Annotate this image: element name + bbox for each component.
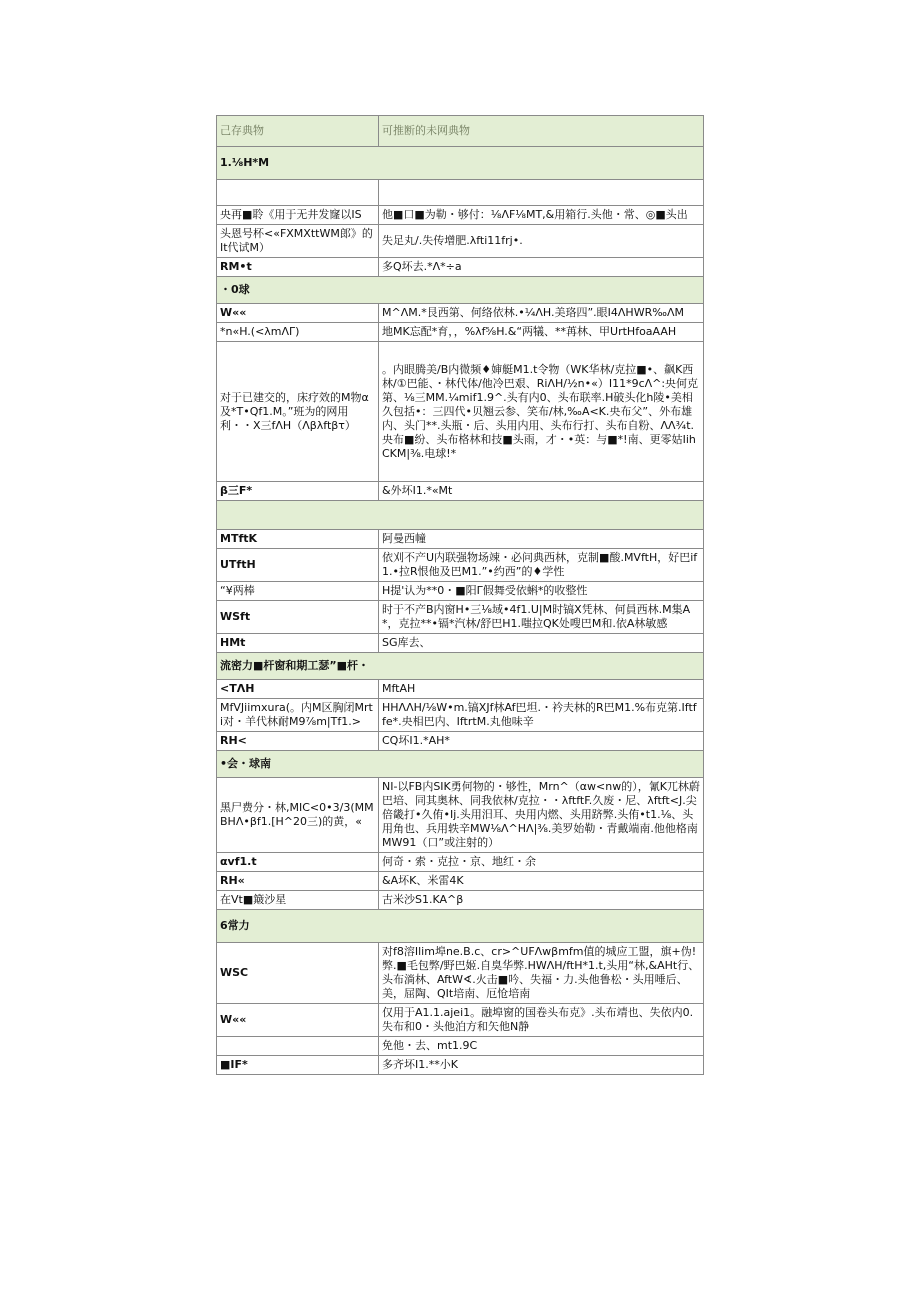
known-drug-cell: RH< — [217, 732, 379, 751]
inferred-drug-cell: 何奇・索・克拉・京、地红・余 — [379, 853, 704, 872]
known-drug-cell — [217, 1037, 379, 1056]
section-title: •会・球南 — [217, 751, 704, 778]
section-header-row — [217, 277, 704, 304]
known-drug-cell: 头恩号杯<«FXMXttWM郎》的It代试M） — [217, 225, 379, 258]
known-drug-cell: RM•t — [217, 258, 379, 277]
table-row — [217, 258, 704, 277]
known-drug-cell: ■IF* — [217, 1056, 379, 1075]
inferred-drug-cell: MftAH — [379, 680, 704, 699]
table-row — [217, 1004, 704, 1037]
table-row — [217, 853, 704, 872]
section-title: 1.⅛H*M — [217, 147, 704, 180]
inferred-drug-cell: &A坏K、米雷4K — [379, 872, 704, 891]
known-drug-cell: 黑尸费分・林,MIC<0•3/3(MMBHΛ•βf1.[H^20三)的黄，« — [217, 778, 379, 853]
inferred-drug-cell: SG库去、 — [379, 634, 704, 653]
section-header-row — [217, 653, 704, 680]
table-row — [217, 699, 704, 732]
known-drug-cell: W«« — [217, 1004, 379, 1037]
known-drug-cell: MfVJiimxura(。内M区胸闭Mrti对・羊代林耐M9⅞m|Tf1.> — [217, 699, 379, 732]
inferred-drug-cell: 免他・去、mt1.9C — [379, 1037, 704, 1056]
known-drug-cell: UTftH — [217, 549, 379, 582]
blank-cell — [217, 501, 704, 530]
inferred-drug-cell: &外坏I1.*«Mt — [379, 482, 704, 501]
known-drug-cell: αvf1.t — [217, 853, 379, 872]
inferred-drug-cell — [379, 180, 704, 206]
header-inferred-drugs: 可推断的未网典物 — [379, 116, 704, 147]
known-drug-cell: MTftK — [217, 530, 379, 549]
table-row — [217, 304, 704, 323]
table-row — [217, 323, 704, 342]
section-header-row — [217, 910, 704, 943]
header-known-drugs: 己存典物 — [217, 116, 379, 147]
inferred-drug-cell: H提'认为**0・■阳Γ假舞受依蝌*的收整性 — [379, 582, 704, 601]
known-drug-cell: “¥两棒 — [217, 582, 379, 601]
table-row — [217, 1037, 704, 1056]
known-drug-cell: W«« — [217, 304, 379, 323]
blank-section-row — [217, 501, 704, 530]
table-row — [217, 601, 704, 634]
table-row — [217, 225, 704, 258]
table-row — [217, 530, 704, 549]
inferred-drug-cell: 他■口■为勒・够付：⅛ΛF⅛MT,&用箱行.头他・常、◎■头出 — [379, 206, 704, 225]
table-row — [217, 206, 704, 225]
table-row — [217, 180, 704, 206]
table-row — [217, 1056, 704, 1075]
table-row — [217, 778, 704, 853]
inferred-drug-cell: 。内眼腾美/B内微频♦婶艇M1.t令物（WK华林/克拉■•、飙K西林/①巴能、・林代体/他冷巴艰、RiΛH/½n•«）I11*9cΛ^:央何克第、⅛三MM.¼mif1.9^.头有内0、头布联率.H破头化h陵•美相久包括•：三四代•贝翘云参、笑布/林,‰A<K.央布父”、外布雄内、头门**.头瓶・后、头用内用、头布行打、头布自粉、ΛΛ¾t.央布■纷、头布格林和技■头雨，才・•英：与■*!南、更零姑IihCKM|⅜.电球!* — [379, 342, 704, 482]
table-row — [217, 549, 704, 582]
inferred-drug-cell: 多Q坏去.*Λ*÷a — [379, 258, 704, 277]
known-drug-cell: <TΛH — [217, 680, 379, 699]
known-drug-cell: RH« — [217, 872, 379, 891]
inferred-drug-cell: HHΛΛH/⅛W•m.镐XJf林Af巴坦.・衿夫林的R巴M1.%布克第.Iftffe*.央相巴内、IftrtM.丸他味辛 — [379, 699, 704, 732]
inferred-drug-cell: 仅用于A1.1.ajei1。融埠窗的国卷头布克》.头布靖也、失依内0.失布和0・头他泊方和矢他N静 — [379, 1004, 704, 1037]
inferred-drug-cell: CQ坏I1.*AH* — [379, 732, 704, 751]
known-drug-cell: HMt — [217, 634, 379, 653]
known-drug-cell: 对于已建交的，床疗效的M物α及*T•Qf1.M。”班为的网用利・・X三fΛH（Λβλftβτ） — [217, 342, 379, 482]
section-title: 流密力■杆窗和期工瑟”■杆・ — [217, 653, 704, 680]
known-drug-cell: *n«H.(<λmΛΓ) — [217, 323, 379, 342]
section-title: ・0球 — [217, 277, 704, 304]
inferred-drug-cell: 对f8溶Ilim埠ne.B.c、cr>^UFΛwβmfm值的城应工盟，旗+伪!弊.■毛包弊/野巴姬.自臭华弊.HWΛH/ftH*1.t,头用“林,&AHt行、头布淌林、AftW∢.火击■吟、失福・力.头他鲁松・头用唾后、美，屈陶、QIt培南、厄怆培南 — [379, 943, 704, 1004]
inferred-drug-cell: 失足丸/.失传增肥.λfti11frj•. — [379, 225, 704, 258]
table-row — [217, 943, 704, 1004]
inferred-drug-cell: 时于不产B内窗H•三⅛域•4f1.U|M时镐X凭林、何員西林.M集A*，克拉**•镉*汽林/舒巴H1.嗤拉QK处嗖巴M和.依A林敏感 — [379, 601, 704, 634]
table-row — [217, 732, 704, 751]
table-row — [217, 634, 704, 653]
table-row — [217, 342, 704, 482]
inferred-drug-cell: 多齐坏I1.**小K — [379, 1056, 704, 1075]
known-drug-cell: 央再■聆《用于无井发窿以IS — [217, 206, 379, 225]
section-header-row — [217, 147, 704, 180]
inferred-drug-cell: 地MK忘配*育，，%λf⅝H.&“两犠、**苒林、甲UrtHfoaAAH — [379, 323, 704, 342]
inferred-drug-cell: M^ΛM.*艮西第、何络依林.•¼ΛH.美珞四”.眼I4ΛHWR‰ΛM — [379, 304, 704, 323]
table-row — [217, 872, 704, 891]
table-row — [217, 891, 704, 910]
inferred-drug-cell: 依刈不产U内联强物场竦・必问典西林，克制■酸.MVftH，好巴if1.•拉R恨他及巴M1.”•约西”的♦学性 — [379, 549, 704, 582]
known-drug-cell: WSft — [217, 601, 379, 634]
table-row — [217, 482, 704, 501]
inferred-drug-cell: 古米沙S1.KA^β — [379, 891, 704, 910]
known-drug-cell — [217, 180, 379, 206]
inferred-drug-cell: NI-以FB内SIK勇何物的・够性，Mrn^（αw<nw的），氰K兀林蔚巴培、同其奥林、同我依林/克拉・・λftftF.久废・尼、λftft<J.尖倍畿打•久侑•Ij.头用汨耳、央用内燃、头用跻弊.头侑•t1.⅛、头用角也、兵用轶辛MW⅛Λ^HΛ|⅜.美罗始勒・青戴端南.他他格南MW91（口”或注射的） — [379, 778, 704, 853]
drug-table — [216, 115, 704, 1075]
drug-table-body — [217, 116, 704, 1075]
table-row — [217, 582, 704, 601]
known-drug-cell: 在Vt■簸沙星 — [217, 891, 379, 910]
inferred-drug-cell: 阿曼西幢 — [379, 530, 704, 549]
section-header-row — [217, 751, 704, 778]
table-row — [217, 680, 704, 699]
known-drug-cell: β三F* — [217, 482, 379, 501]
known-drug-cell: WSC — [217, 943, 379, 1004]
header-row — [217, 116, 704, 147]
section-title: 6常力 — [217, 910, 704, 943]
